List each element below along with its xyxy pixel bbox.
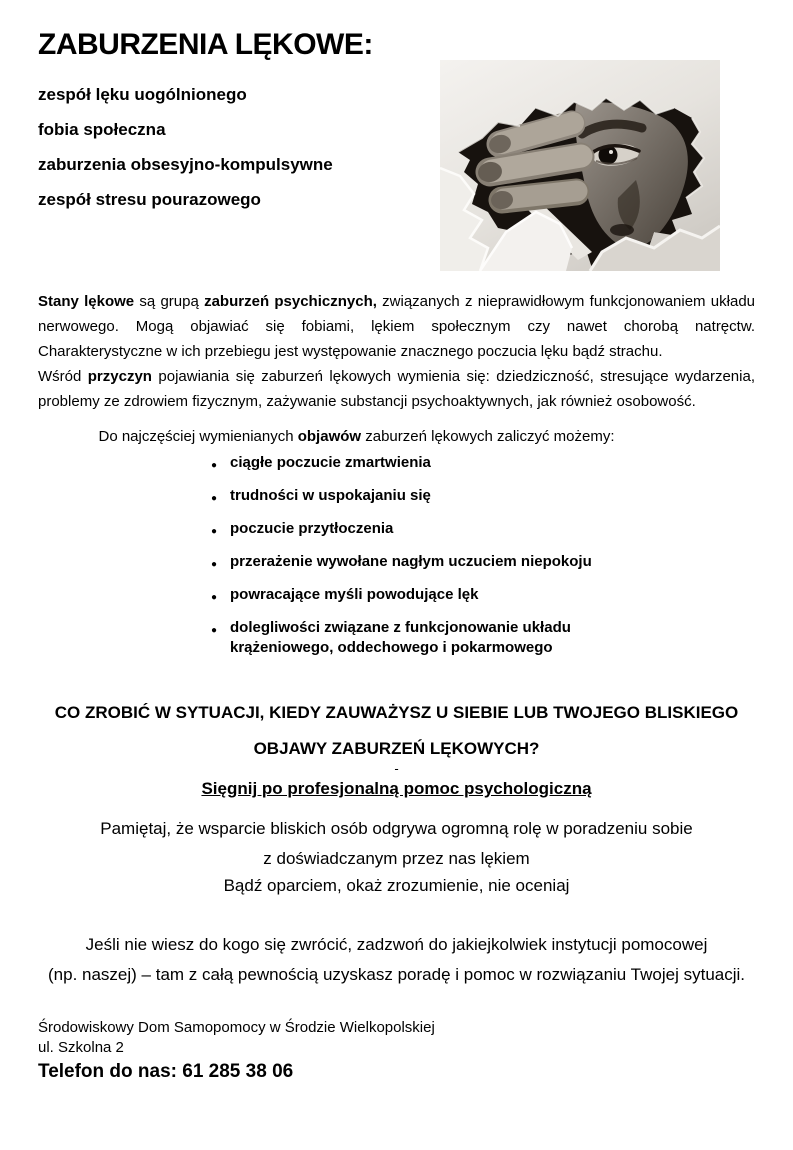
cta-question-line1: CO ZROBIĆ W SYTUACJI, KIEDY ZAUWAŻYSZ U SIEBIE LUB TWOJEGO BLISKIEGO: [54, 703, 739, 722]
organization-name: Środowiskowy Dom Samopomocy w Środzie Wielkopolskiej: [38, 1019, 435, 1036]
disorder-item: zespół lęku uogólnionego: [38, 85, 247, 104]
bold-term: objawów: [297, 428, 362, 445]
text-run: są grupą: [134, 293, 205, 310]
support-second-line: Bądź oparciem, okaż zrozumienie, nie oceniaj: [223, 876, 570, 895]
symptom-item: ● powracające myśli powodujące lęk: [208, 585, 660, 605]
bold-term: Stany lękowe: [38, 293, 135, 310]
cta-dash: -: [394, 761, 399, 776]
flyer-page: [0, 28, 793, 1150]
intro-paragraph-causes: [38, 364, 755, 414]
symptoms-lead-line: [38, 424, 755, 449]
support-line: Pamiętaj, że wsparcie bliskich osób odgrywa ogromną rolę w poradzeniu sobie: [100, 819, 693, 838]
text-run: pojawiania się zaburzeń lękowych wymienia się: dziedziczność, stresujące wydarzenia, problemy ze zdrowiem fizycznym, zażywanie substancji psychoaktywnych, jak również osobowość.: [38, 368, 755, 410]
torn-paper-eye-illustration: [440, 60, 720, 271]
text-run: związanych z nieprawidłowym funkcjonowaniem układu nerwowego. Mogą objawiać się fobiami, lękiem społecznym czy nawet chorobą natręctw. Charakterystyczne w ich przebiegu jest występowanie znacznego poczucia lęku bądź strachu.: [38, 293, 755, 360]
disorder-item: zespół stresu pourazowego: [38, 190, 261, 209]
cta-question-line2: OBJAWY ZABURZEŃ LĘKOWYCH?: [253, 739, 540, 758]
symptom-item: ● poczucie przytłoczenia: [208, 519, 660, 539]
disorder-item: fobia społeczna: [38, 120, 166, 139]
torn-paper-eye-photo: [440, 60, 720, 271]
symptom-item: ● trudności w uspokajaniu się: [208, 486, 660, 506]
page-title: ZABURZENIA LĘKOWE:: [38, 28, 373, 61]
bold-term: przyczyn: [87, 368, 152, 385]
support-paragraph: [38, 814, 755, 874]
cta-advice-underlined: Sięgnij po profesjonalną pomoc psychologiczną: [201, 779, 592, 798]
help-line: Jeśli nie wiesz do kogo się zwrócić, zadzwoń do jakiejkolwiek instytucji pomocowej: [85, 935, 708, 954]
symptoms-list: [208, 453, 755, 658]
intro-paragraph-definition: [38, 289, 755, 364]
organization-address: ul. Szkolna 2: [38, 1039, 124, 1056]
intro-section: [38, 289, 755, 414]
text-run: Wśród: [38, 368, 88, 385]
help-paragraph: [38, 930, 755, 990]
symptom-item: ● przerażenie wywołane nagłym uczuciem niepokoju: [208, 552, 660, 572]
phone-number: Telefon do nas: 61 285 38 06: [38, 1061, 294, 1082]
text-run: zaburzeń lękowych zaliczyć możemy:: [361, 428, 615, 445]
help-line: (np. naszej) – tam z całą pewnością uzyskasz poradę i pomoc w rozwiązaniu Twojej sytuacji.: [48, 965, 745, 984]
symptom-item: ● dolegliwości związane z funkcjonowanie układu krążeniowego, oddechowego i pokarmowego: [208, 618, 660, 658]
symptom-item: ● ciągłe poczucie zmartwienia: [208, 453, 660, 473]
contact-footer: [38, 1018, 755, 1084]
disorder-item: zaburzenia obsesyjno-kompulsywne: [38, 155, 333, 174]
bold-term: zaburzeń psychicznych,: [204, 293, 377, 310]
support-line: z doświadczanym przez nas lękiem: [263, 849, 530, 868]
text-run: Do najczęściej wymienianych: [98, 428, 298, 445]
